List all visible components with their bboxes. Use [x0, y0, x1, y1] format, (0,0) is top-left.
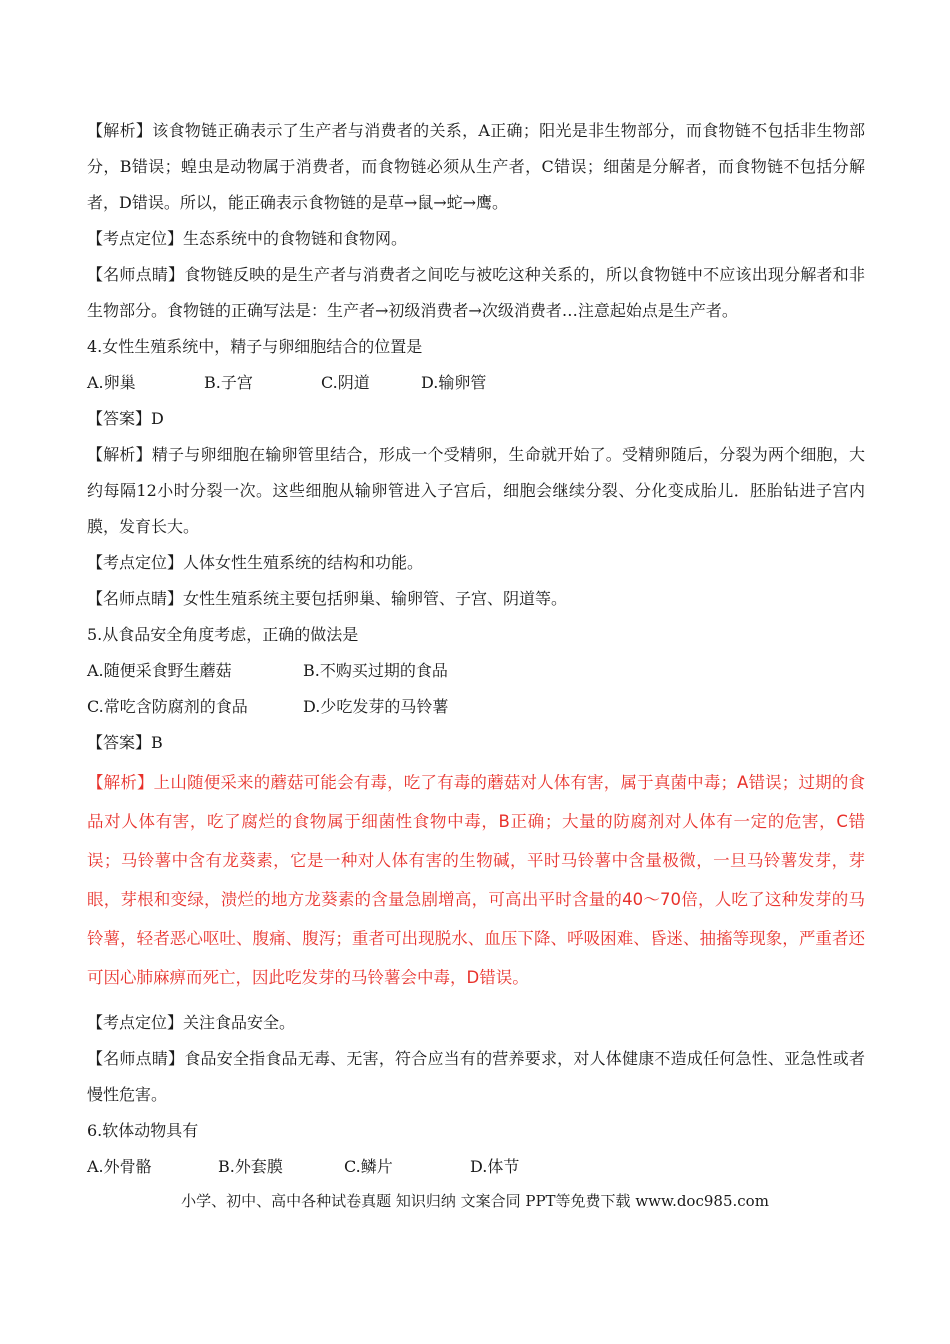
- q5-options-row2: [87, 689, 865, 725]
- q5-answer: 【答案】B: [87, 733, 163, 752]
- q6-option-a: A.外骨骼: [87, 1157, 152, 1176]
- q5-options-row1: [87, 653, 865, 689]
- q6-options: [87, 1149, 865, 1185]
- q4-answer: 【答案】D: [87, 409, 164, 428]
- q5-option-d: D.少吃发芽的马铃薯: [303, 697, 449, 716]
- q4-option-b: B.子宫: [204, 373, 253, 392]
- q4-option-d: D.输卵管: [421, 373, 487, 392]
- q4-option-c: C.阴道: [321, 373, 370, 392]
- q4-analysis: 【解析】精子与卵细胞在输卵管里结合，形成一个受精卵，生命就开始了。受精卵随后，分裂为两个细胞，大约每隔12小时分裂一次。这些细胞从输卵管进入子宫后，细胞会继续分裂、分化变成胎儿．胚胎钻进子宫内膜，发育长大。: [87, 445, 865, 536]
- q4-options: [87, 365, 865, 401]
- q5-question: 5.从食品安全角度考虑，正确的做法是: [87, 625, 359, 644]
- page-footer: 小学、初中、高中各种试卷真题 知识归纳 文案合同 PPT等免费下载 www.doc985.com: [181, 1192, 769, 1210]
- q6-question: 6.软体动物具有: [87, 1121, 199, 1140]
- q4-point: 【考点定位】人体女性生殖系统的结构和功能。: [87, 553, 424, 572]
- q4-question: 4.女性生殖系统中，精子与卵细胞结合的位置是: [87, 337, 423, 356]
- q6-option-d: D.体节: [470, 1157, 520, 1176]
- q5-option-c: C.常吃含防腐剂的食品: [87, 697, 248, 716]
- q5-point: 【考点定位】关注食品安全。: [87, 1013, 296, 1032]
- q6-option-b: B.外套膜: [218, 1157, 283, 1176]
- q5-option-b: B.不购买过期的食品: [303, 661, 448, 680]
- document-content: [87, 113, 865, 1185]
- q5-analysis: 【解析】上山随便采来的蘑菇可能会有毒，吃了有毒的蘑菇对人体有害，属于真菌中毒；A错误；过期的食品对人体有害，吃了腐烂的食物属于细菌性食物中毒，B正确；大量的防腐剂对人体有一定的危害，C错误；马铃薯中含有龙葵素，它是一种对人体有害的生物碱，平时马铃薯中含量极微，一旦马铃薯发芽，芽眼，芽根和变绿，溃烂的地方龙葵素的含量急剧增高，可高出平时含量的40～70倍，人吃了这种发芽的马铃薯，轻者恶心呕吐、腹痛、腹泻；重者可出现脱水、血压下降、呼吸困难、昏迷、抽搐等现象，严重者还可因心肺麻痹而死亡，因此吃发芽的马铃薯会中毒，D错误。: [87, 773, 865, 987]
- q5-tip: 【名师点睛】食品安全指食品无毒、无害，符合应当有的营养要求，对人体健康不造成任何急性、亚急性或者慢性危害。: [87, 1049, 865, 1104]
- q5-option-a: A.随便采食野生蘑菇: [87, 661, 232, 680]
- q3-tip: 【名师点睛】食物链反映的是生产者与消费者之间吃与被吃这种关系的，所以食物链中不应该出现分解者和非生物部分。食物链的正确写法是：生产者→初级消费者→次级消费者…注意起始点是生产者。: [87, 265, 865, 320]
- q6-option-c: C.鳞片: [344, 1157, 393, 1176]
- q3-analysis: 【解析】该食物链正确表示了生产者与消费者的关系，A正确；阳光是非生物部分，而食物链不包括非生物部分，B错误；蝗虫是动物属于消费者，而食物链必须从生产者，C错误；细菌是分解者，而食物链不包括分解者，D错误。所以，能正确表示食物链的是草→鼠→蛇→鹰。: [87, 121, 865, 212]
- q4-option-a: A.卵巢: [87, 373, 136, 392]
- q4-tip: 【名师点睛】女性生殖系统主要包括卵巢、输卵管、子宫、阴道等。: [87, 589, 568, 608]
- q3-point: 【考点定位】生态系统中的食物链和食物网。: [87, 229, 408, 248]
